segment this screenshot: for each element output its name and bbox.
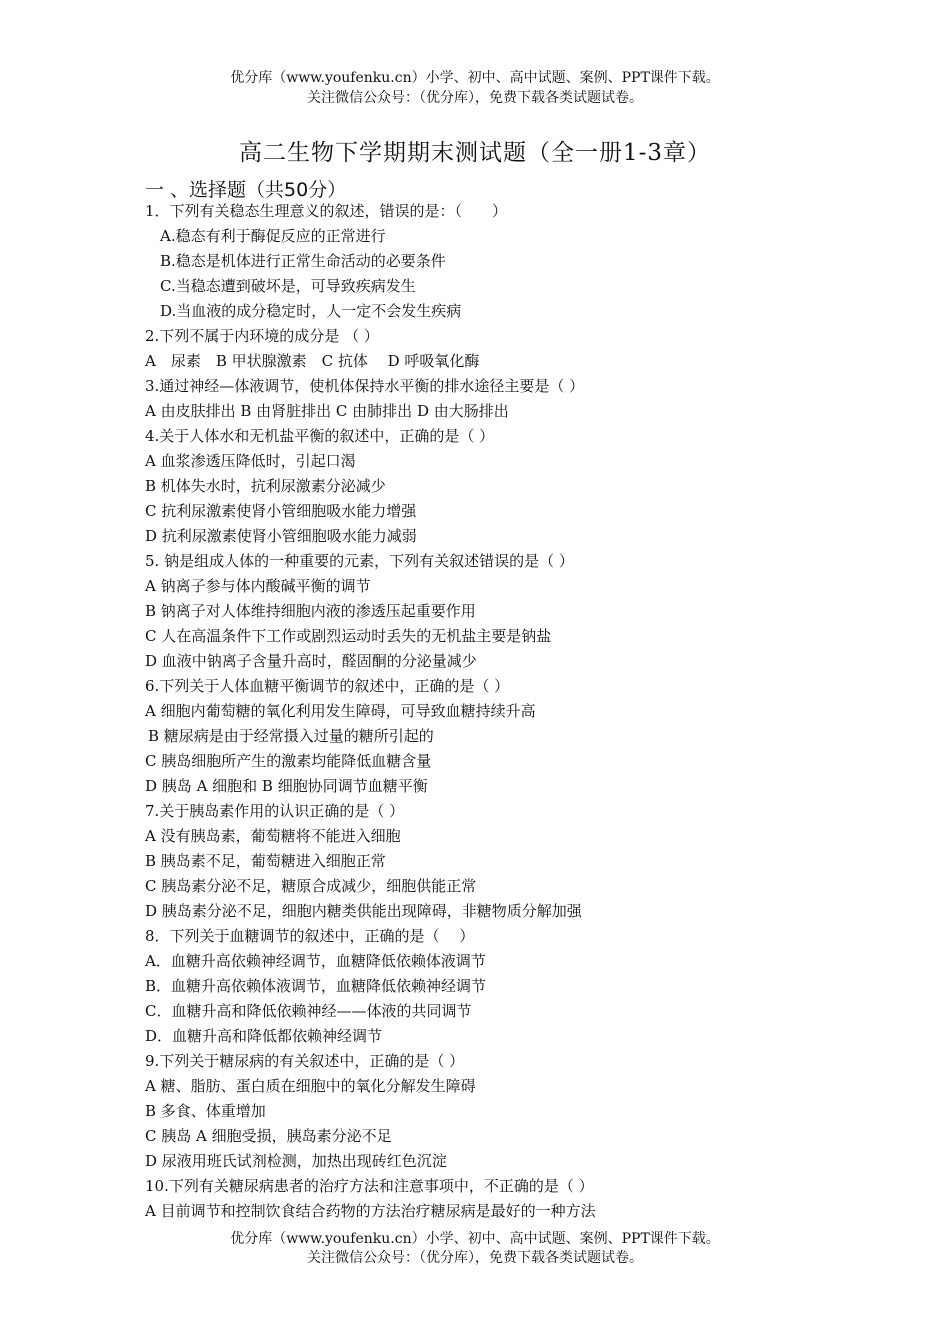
question-line: 9.下列关于糖尿病的有关叙述中，正确的是（ ） <box>145 1052 465 1070</box>
header-line-2: 关注微信公众号：（优分库），免费下载各类试题试卷。 <box>307 90 643 106</box>
option-line: A 目前调节和控制饮食结合药物的方法治疗糖尿病是最好的一种方法 <box>145 1202 596 1220</box>
question-line: 5. 钠是组成人体的一种重要的元素，下列有关叙述错误的是（ ） <box>145 552 574 570</box>
question-line: 6.下列关于人体血糖平衡调节的叙述中，正确的是（ ） <box>145 677 510 695</box>
option-line: A 由皮肤排出 B 由肾脏排出 C 由肺排出 D 由大肠排出 <box>145 402 509 420</box>
option-line: B 胰岛素不足，葡萄糖进入细胞正常 <box>145 852 386 870</box>
option-line: A 血浆渗透压降低时，引起口渴 <box>145 452 356 470</box>
option-line: A 尿素 B 甲状腺激素 C 抗体 D 呼吸氧化酶 <box>145 352 480 370</box>
option-line: C 胰岛素分泌不足，糖原合成减少，细胞供能正常 <box>145 877 477 895</box>
option-line: D 抗利尿激素使肾小管细胞吸水能力减弱 <box>145 527 417 545</box>
option-line: B．血糖升高依赖体液调节，血糖降低依赖神经调节 <box>145 977 487 995</box>
option-line: D．血糖升高和降低都依赖神经调节 <box>145 1027 383 1045</box>
option-line: C 胰岛细胞所产生的激素均能降低血糖含量 <box>145 752 432 770</box>
option-line: B 钠离子对人体维持细胞内液的渗透压起重要作用 <box>145 602 476 620</box>
option-line: A．血糖升高依赖神经调节，血糖降低依赖体液调节 <box>145 952 486 970</box>
section-heading: 一 、选择题（共50分） <box>145 179 347 201</box>
option-line: D 胰岛 A 细胞和 B 细胞协同调节血糖平衡 <box>145 777 428 795</box>
option-line: A 没有胰岛素，葡萄糖将不能进入细胞 <box>145 827 401 845</box>
option-line: A.稳态有利于酶促反应的正常进行 <box>160 227 386 245</box>
option-line: D.当血液的成分稳定时，人一定不会发生疾病 <box>160 302 462 320</box>
option-line: A 细胞内葡萄糖的氧化利用发生障碍，可导致血糖持续升高 <box>145 702 536 720</box>
question-line: 1．下列有关稳态生理意义的叙述，错误的是：（ ） <box>145 202 508 220</box>
option-line: C.当稳态遭到破坏是，可导致疾病发生 <box>160 277 416 295</box>
option-line: C 抗利尿激素使肾小管细胞吸水能力增强 <box>145 502 417 520</box>
option-line: A 糖、脂肪、蛋白质在细胞中的氧化分解发生障碍 <box>145 1077 476 1095</box>
option-line: D 血液中钠离子含量升高时，醛固酮的分泌量减少 <box>145 652 477 670</box>
option-line: C 胰岛 A 细胞受损，胰岛素分泌不足 <box>145 1127 392 1145</box>
option-line: B 机体失水时，抗利尿激素分泌减少 <box>145 477 386 495</box>
question-line: 7.关于胰岛素作用的认识正确的是（ ） <box>145 802 405 820</box>
option-line: B 多食、体重增加 <box>145 1102 266 1120</box>
option-line: D 尿液用班氏试剂检测，加热出现砖红色沉淀 <box>145 1152 447 1170</box>
question-list <box>145 199 865 1224</box>
question-line: 3.通过神经—体液调节，使机体保持水平衡的排水途径主要是（ ） <box>145 377 585 395</box>
question-line: 8．下列关于血糖调节的叙述中，正确的是（ ） <box>145 927 475 945</box>
option-line: C．血糖升高和降低依赖神经——体液的共同调节 <box>145 1002 472 1020</box>
question-line: 10.下列有关糖尿病患者的治疗方法和注意事项中，不正确的是（ ） <box>145 1177 594 1195</box>
option-line: B 糖尿病是由于经常摄入过量的糖所引起的 <box>148 727 434 745</box>
option-line: A 钠离子参与体内酸碱平衡的调节 <box>145 577 371 595</box>
question-line: 2.下列不属于内环境的成分是 （ ） <box>145 327 379 345</box>
header-line-1: 优分库（www.youfenku.cn）小学、初中、高中试题、案例、PPT课件下载。 <box>230 70 720 86</box>
option-line: B.稳态是机体进行正常生命活动的必要条件 <box>160 252 446 270</box>
option-line: D 胰岛素分泌不足，细胞内糖类供能出现障碍，非糖物质分解加强 <box>145 902 582 920</box>
footer-line-2: 关注微信公众号：（优分库），免费下载各类试题试卷。 <box>307 1250 643 1266</box>
footer-line-1: 优分库（www.youfenku.cn）小学、初中、高中试题、案例、PPT课件下载。 <box>230 1231 720 1247</box>
question-line: 4.关于人体水和无机盐平衡的叙述中，正确的是（ ） <box>145 427 495 445</box>
option-line: C 人在高温条件下工作或剧烈运动时丢失的无机盐主要是钠盐 <box>145 627 552 645</box>
page-title: 高二生物下学期期末测试题（全一册1-3章） <box>238 140 712 166</box>
